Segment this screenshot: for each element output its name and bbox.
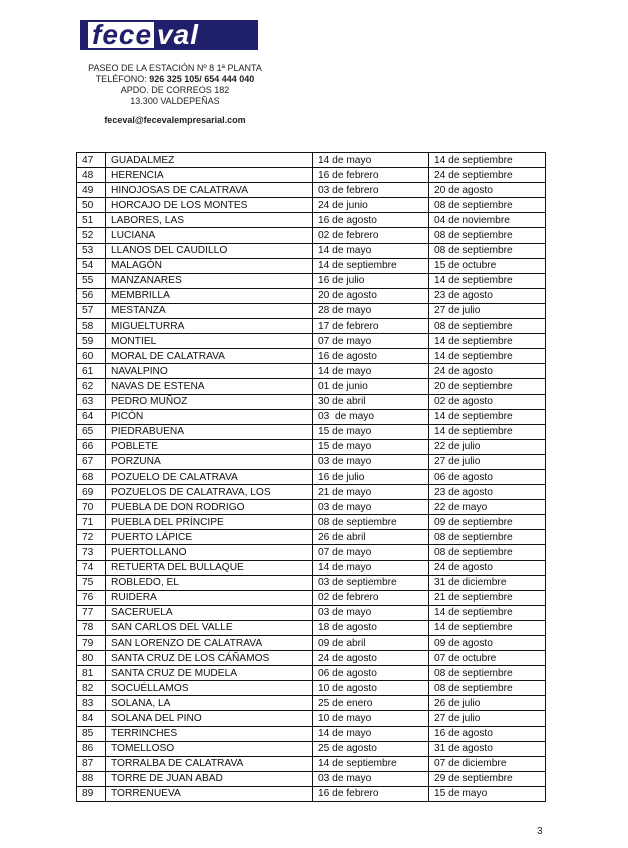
date2-cell: 04 de noviembre: [429, 213, 546, 228]
row-number-cell: 81: [77, 666, 106, 681]
municipality-cell: HINOJOSAS DE CALATRAVA: [106, 183, 313, 198]
table-row: [77, 696, 546, 711]
row-number-cell: 80: [77, 651, 106, 666]
municipality-cell: PIEDRABUENA: [106, 424, 313, 439]
row-number-cell: 50: [77, 198, 106, 213]
municipality-cell: LLANOS DEL CAUDILLO: [106, 243, 313, 258]
table-row: [77, 213, 546, 228]
logo-text-part1: fece: [92, 19, 153, 50]
row-number-cell: 78: [77, 620, 106, 635]
date1-cell: 16 de febrero: [313, 786, 429, 801]
table-row: [77, 636, 546, 651]
row-number-cell: 76: [77, 590, 106, 605]
row-number-cell: 84: [77, 711, 106, 726]
municipality-dates-table: [76, 152, 546, 802]
date1-cell: 16 de febrero: [313, 168, 429, 183]
date1-cell: 18 de agosto: [313, 620, 429, 635]
table-row: [77, 288, 546, 303]
municipality-cell: LABORES, LAS: [106, 213, 313, 228]
date2-cell: 27 de julio: [429, 303, 546, 318]
date1-cell: 16 de julio: [313, 273, 429, 288]
municipality-cell: MEMBRILLA: [106, 288, 313, 303]
row-number-cell: 59: [77, 334, 106, 349]
table-row: [77, 681, 546, 696]
table-row: [77, 530, 546, 545]
municipality-cell: NAVAS DE ESTENA: [106, 379, 313, 394]
row-number-cell: 89: [77, 786, 106, 801]
row-number-cell: 57: [77, 303, 106, 318]
row-number-cell: 67: [77, 454, 106, 469]
date1-cell: 07 de mayo: [313, 545, 429, 560]
date1-cell: 15 de mayo: [313, 424, 429, 439]
phone-value: 926 325 105/ 654 444 040: [149, 74, 255, 84]
date2-cell: 26 de julio: [429, 696, 546, 711]
table-row: [77, 590, 546, 605]
row-number-cell: 83: [77, 696, 106, 711]
table-row: [77, 258, 546, 273]
table-row: [77, 379, 546, 394]
municipality-cell: SAN LORENZO DE CALATRAVA: [106, 636, 313, 651]
date2-cell: 08 de septiembre: [429, 243, 546, 258]
row-number-cell: 47: [77, 153, 106, 168]
date2-cell: 15 de mayo: [429, 786, 546, 801]
municipality-cell: PUEBLA DE DON RODRIGO: [106, 500, 313, 515]
date2-cell: 24 de agosto: [429, 364, 546, 379]
municipality-cell: HORCAJO DE LOS MONTES: [106, 198, 313, 213]
municipality-cell: HERENCIA: [106, 168, 313, 183]
row-number-cell: 48: [77, 168, 106, 183]
municipality-cell: MONTIEL: [106, 334, 313, 349]
table-row: [77, 741, 546, 756]
row-number-cell: 82: [77, 681, 106, 696]
date2-cell: 14 de septiembre: [429, 424, 546, 439]
address-line-4: 13.300 VALDEPEÑAS: [130, 96, 220, 106]
date2-cell: 27 de julio: [429, 711, 546, 726]
row-number-cell: 68: [77, 469, 106, 484]
row-number-cell: 58: [77, 319, 106, 334]
date2-cell: 14 de septiembre: [429, 334, 546, 349]
date2-cell: 24 de agosto: [429, 560, 546, 575]
municipality-cell: SANTA CRUZ DE MUDELA: [106, 666, 313, 681]
row-number-cell: 77: [77, 605, 106, 620]
table-row: [77, 364, 546, 379]
phone-label: TELÉFONO:: [95, 74, 150, 84]
municipality-cell: PICÓN: [106, 409, 313, 424]
municipality-cell: ROBLEDO, EL: [106, 575, 313, 590]
table-row: [77, 303, 546, 318]
municipality-cell: RETUERTA DEL BULLAQUE: [106, 560, 313, 575]
municipality-cell: SOLANA, LA: [106, 696, 313, 711]
table-row: [77, 454, 546, 469]
table-row: [77, 771, 546, 786]
feceval-logo: [80, 20, 258, 50]
date1-cell: 14 de mayo: [313, 560, 429, 575]
date2-cell: 31 de agosto: [429, 741, 546, 756]
date1-cell: 25 de agosto: [313, 741, 429, 756]
date2-cell: 20 de septiembre: [429, 379, 546, 394]
date2-cell: 23 de agosto: [429, 485, 546, 500]
row-number-cell: 74: [77, 560, 106, 575]
table-row: [77, 439, 546, 454]
municipality-cell: MALAGÓN: [106, 258, 313, 273]
date1-cell: 17 de febrero: [313, 319, 429, 334]
municipality-cell: MANZANARES: [106, 273, 313, 288]
row-number-cell: 69: [77, 485, 106, 500]
municipality-cell: PEDRO MUÑOZ: [106, 394, 313, 409]
table-row: [77, 560, 546, 575]
table-row: [77, 168, 546, 183]
date1-cell: 30 de abril: [313, 394, 429, 409]
date1-cell: 10 de mayo: [313, 711, 429, 726]
date2-cell: 14 de septiembre: [429, 273, 546, 288]
date1-cell: 28 de mayo: [313, 303, 429, 318]
table-row: [77, 469, 546, 484]
date2-cell: 23 de agosto: [429, 288, 546, 303]
municipality-cell: TORRALBA DE CALATRAVA: [106, 756, 313, 771]
municipality-cell: TORRENUEVA: [106, 786, 313, 801]
municipality-cell: LUCIANA: [106, 228, 313, 243]
date1-cell: 24 de agosto: [313, 651, 429, 666]
row-number-cell: 87: [77, 756, 106, 771]
table-row: [77, 620, 546, 635]
date2-cell: 22 de julio: [429, 439, 546, 454]
page-number: 3: [537, 826, 543, 837]
row-number-cell: 64: [77, 409, 106, 424]
date1-cell: 03 de mayo: [313, 605, 429, 620]
date2-cell: 22 de mayo: [429, 500, 546, 515]
date1-cell: 02 de febrero: [313, 228, 429, 243]
row-number-cell: 65: [77, 424, 106, 439]
date2-cell: 09 de septiembre: [429, 515, 546, 530]
row-number-cell: 66: [77, 439, 106, 454]
municipality-cell: TORRE DE JUAN ABAD: [106, 771, 313, 786]
row-number-cell: 75: [77, 575, 106, 590]
date2-cell: 20 de agosto: [429, 183, 546, 198]
date2-cell: 08 de septiembre: [429, 319, 546, 334]
date1-cell: 14 de mayo: [313, 153, 429, 168]
date2-cell: 14 de septiembre: [429, 349, 546, 364]
table-row: [77, 786, 546, 801]
municipality-cell: POZUELO DE CALATRAVA: [106, 469, 313, 484]
municipality-cell: SOLANA DEL PINO: [106, 711, 313, 726]
row-number-cell: 51: [77, 213, 106, 228]
date2-cell: 09 de agosto: [429, 636, 546, 651]
municipality-cell: PUERTOLLANO: [106, 545, 313, 560]
date2-cell: 14 de septiembre: [429, 409, 546, 424]
row-number-cell: 73: [77, 545, 106, 560]
row-number-cell: 79: [77, 636, 106, 651]
table-row: [77, 515, 546, 530]
municipality-cell: PORZUNA: [106, 454, 313, 469]
date2-cell: 02 de agosto: [429, 394, 546, 409]
municipality-cell: GUADALMEZ: [106, 153, 313, 168]
date2-cell: 29 de septiembre: [429, 771, 546, 786]
row-number-cell: 85: [77, 726, 106, 741]
row-number-cell: 56: [77, 288, 106, 303]
table-row: [77, 394, 546, 409]
table-row: [77, 756, 546, 771]
municipality-cell: MESTANZA: [106, 303, 313, 318]
table-row: [77, 198, 546, 213]
table-row: [77, 666, 546, 681]
date1-cell: 06 de agosto: [313, 666, 429, 681]
municipality-cell: POBLETE: [106, 439, 313, 454]
date1-cell: 09 de abril: [313, 636, 429, 651]
date2-cell: 08 de septiembre: [429, 545, 546, 560]
date2-cell: 14 de septiembre: [429, 605, 546, 620]
date2-cell: 06 de agosto: [429, 469, 546, 484]
table-row: [77, 183, 546, 198]
table-row: [77, 334, 546, 349]
table-row: [77, 726, 546, 741]
table-row: [77, 409, 546, 424]
municipality-cell: SOCUÉLLAMOS: [106, 681, 313, 696]
table-row: [77, 651, 546, 666]
municipality-cell: MORAL DE CALATRAVA: [106, 349, 313, 364]
municipality-cell: SAN CARLOS DEL VALLE: [106, 620, 313, 635]
date2-cell: 08 de septiembre: [429, 228, 546, 243]
date2-cell: 16 de agosto: [429, 726, 546, 741]
date1-cell: 08 de septiembre: [313, 515, 429, 530]
table-row: [77, 545, 546, 560]
date2-cell: 31 de diciembre: [429, 575, 546, 590]
municipality-cell: NAVALPINO: [106, 364, 313, 379]
table-row: [77, 575, 546, 590]
table-row: [77, 228, 546, 243]
date1-cell: 15 de mayo: [313, 439, 429, 454]
table-row: [77, 711, 546, 726]
table-row: [77, 153, 546, 168]
municipality-cell: TERRINCHES: [106, 726, 313, 741]
table-row: [77, 605, 546, 620]
table-row: [77, 319, 546, 334]
table-row: [77, 424, 546, 439]
date1-cell: 01 de junio: [313, 379, 429, 394]
date1-cell: 03 de mayo: [313, 771, 429, 786]
date1-cell: 03 de mayo: [313, 500, 429, 515]
date1-cell: 14 de mayo: [313, 726, 429, 741]
municipality-cell: RUIDERA: [106, 590, 313, 605]
municipality-cell: TOMELLOSO: [106, 741, 313, 756]
municipality-cell: SANTA CRUZ DE LOS CÁÑAMOS: [106, 651, 313, 666]
municipality-cell: MIGUELTURRA: [106, 319, 313, 334]
row-number-cell: 86: [77, 741, 106, 756]
date1-cell: 02 de febrero: [313, 590, 429, 605]
date2-cell: 08 de septiembre: [429, 666, 546, 681]
date2-cell: 14 de septiembre: [429, 620, 546, 635]
date1-cell: 10 de agosto: [313, 681, 429, 696]
municipality-cell: SACERUELA: [106, 605, 313, 620]
row-number-cell: 53: [77, 243, 106, 258]
date2-cell: 07 de diciembre: [429, 756, 546, 771]
date2-cell: 21 de septiembre: [429, 590, 546, 605]
date2-cell: 08 de septiembre: [429, 530, 546, 545]
date1-cell: 14 de mayo: [313, 243, 429, 258]
row-number-cell: 62: [77, 379, 106, 394]
date1-cell: 21 de mayo: [313, 485, 429, 500]
municipality-cell: POZUELOS DE CALATRAVA, LOS: [106, 485, 313, 500]
row-number-cell: 71: [77, 515, 106, 530]
row-number-cell: 55: [77, 273, 106, 288]
email-link[interactable]: feceval@fecevalempresarial.com: [104, 115, 246, 125]
logo-text-part2: val: [154, 22, 256, 48]
date2-cell: 15 de octubre: [429, 258, 546, 273]
address-line-1: PASEO DE LA ESTACIÓN Nº 8 1ª PLANTA: [88, 63, 262, 73]
date1-cell: 03 de febrero: [313, 183, 429, 198]
table-row: [77, 500, 546, 515]
municipality-cell: PUEBLA DEL PRÍNCIPE: [106, 515, 313, 530]
date1-cell: 14 de septiembre: [313, 258, 429, 273]
date2-cell: 24 de septiembre: [429, 168, 546, 183]
date2-cell: 08 de septiembre: [429, 198, 546, 213]
table-row: [77, 273, 546, 288]
row-number-cell: 63: [77, 394, 106, 409]
date1-cell: 20 de agosto: [313, 288, 429, 303]
date1-cell: 14 de mayo: [313, 364, 429, 379]
row-number-cell: 49: [77, 183, 106, 198]
date1-cell: 25 de enero: [313, 696, 429, 711]
table-row: [77, 243, 546, 258]
row-number-cell: 70: [77, 500, 106, 515]
date1-cell: 24 de junio: [313, 198, 429, 213]
phone-line: [70, 74, 280, 85]
date2-cell: 27 de julio: [429, 454, 546, 469]
date1-cell: 03 de mayo: [313, 409, 429, 424]
municipality-cell: PUERTO LÁPICE: [106, 530, 313, 545]
date1-cell: 07 de mayo: [313, 334, 429, 349]
date1-cell: 03 de septiembre: [313, 575, 429, 590]
date1-cell: 03 de mayo: [313, 454, 429, 469]
row-number-cell: 72: [77, 530, 106, 545]
row-number-cell: 52: [77, 228, 106, 243]
row-number-cell: 88: [77, 771, 106, 786]
date1-cell: 26 de abril: [313, 530, 429, 545]
date1-cell: 16 de julio: [313, 469, 429, 484]
table-row: [77, 485, 546, 500]
address-line-3: APDO. DE CORREOS 182: [120, 85, 230, 95]
row-number-cell: 61: [77, 364, 106, 379]
date2-cell: 14 de septiembre: [429, 153, 546, 168]
row-number-cell: 60: [77, 349, 106, 364]
row-number-cell: 54: [77, 258, 106, 273]
date2-cell: 07 de octubre: [429, 651, 546, 666]
date1-cell: 16 de agosto: [313, 349, 429, 364]
date2-cell: 08 de septiembre: [429, 681, 546, 696]
date1-cell: 14 de septiembre: [313, 756, 429, 771]
table-row: [77, 349, 546, 364]
date1-cell: 16 de agosto: [313, 213, 429, 228]
